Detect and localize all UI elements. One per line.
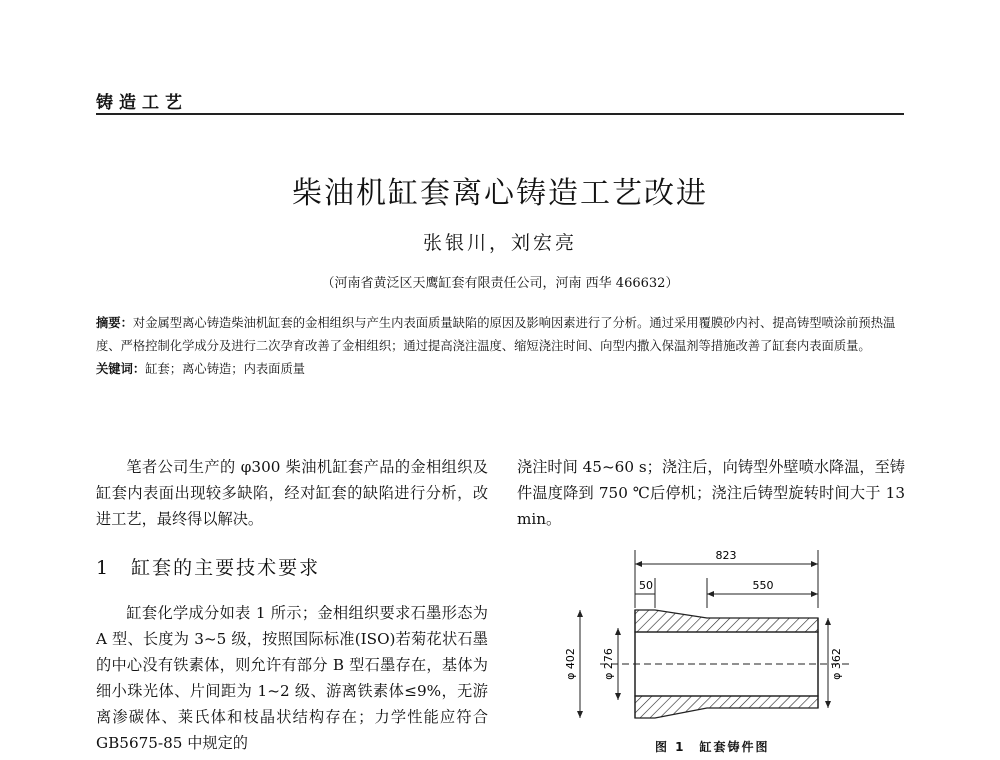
dim-right-diameter: φ 362 — [830, 648, 843, 680]
figure-caption: 图 1 缸套铸件图 — [655, 740, 770, 754]
intro-paragraph: 笔者公司生产的 φ300 柴油机缸套产品的金相组织及缸套内表面出现较多缺陷，经对缸套的缺陷进行分析，改进工艺，最终得以解决。 — [96, 458, 488, 528]
dim-long-length: 550 — [752, 579, 774, 592]
dim-outer-diameter: φ 402 — [564, 648, 577, 680]
section-label: 铸造工艺 — [96, 93, 188, 113]
keywords-label: 关键词： — [96, 362, 146, 376]
dim-inner-diameter: φ 276 — [602, 648, 615, 680]
dim-total-length: 823 — [715, 550, 737, 562]
keywords-text: 缸套；离心铸造；内表面质量 — [145, 362, 306, 376]
abstract-label: 摘要： — [96, 316, 133, 330]
article-title: 柴油机缸套离心铸造工艺改进 — [292, 176, 708, 211]
figure-liner-casting-drawing — [560, 550, 870, 730]
dim-short-length: 50 — [639, 579, 653, 592]
abstract-text: 对金属型离心铸造柴油机缸套的金相组织与产生内表面质量缺陷的原因及影响因素进行了分析。通过采用覆膜砂内衬、提高铸型喷涂前预热温度、严格控制化学成分及进行二次孕育改善了金相组织；通过提高浇注温度、缩短浇注时间、向型内撒入保温剂等措施改善了缸套内表面质量。 — [96, 316, 896, 353]
header-rule — [96, 113, 904, 115]
keywords — [96, 358, 904, 381]
section-1-paragraph: 缸套化学成分如表 1 所示；金相组织要求石墨形态为 A 型、长度为 3~5 级，按照国际标准(ISO)若菊花状石墨的中心没有铁素体，则允许有部分 B 型石墨存在，基体为细小珠光体、片间距为 1~2 级、游离铁素体≤9%，无游离渗碳体、莱氏体和枝晶状结构存在；力学性能应符合 GB5675-85 中规定的 — [96, 604, 488, 752]
article-affiliation: （河南省黄泛区天鹰缸套有限责任公司，河南 西华 466632） — [321, 276, 679, 291]
abstract-block — [96, 312, 904, 381]
section-1-heading: 1 缸套的主要技术要求 — [96, 557, 321, 579]
article-authors: 张银川，刘宏亮 — [422, 232, 577, 254]
right-column-paragraph: 浇注时间 45~60 s；浇注后，向铸型外壁喷水降温，至铸件温度降到 750 ℃后停机；浇注后铸型旋转时间大于 13 min。 — [517, 458, 905, 528]
abstract — [96, 312, 904, 358]
